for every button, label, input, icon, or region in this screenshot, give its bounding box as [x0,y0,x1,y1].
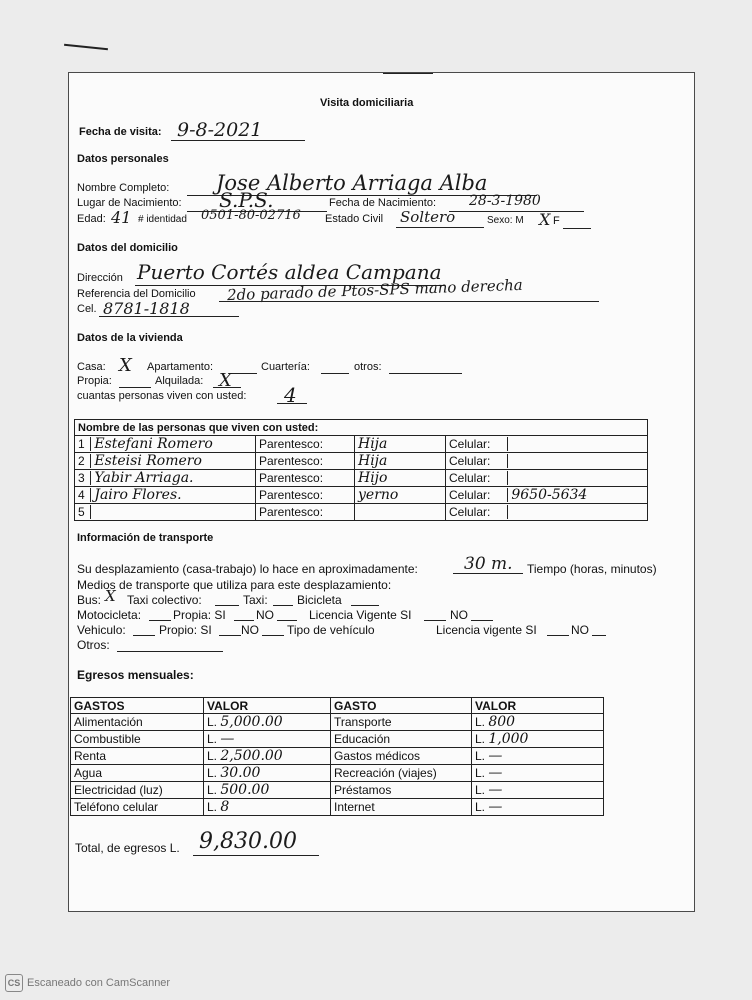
visit-date-value: 9-8-2021 [177,119,263,141]
row-number: 5 [75,505,91,519]
casa-label: Casa: [77,361,106,373]
currency-label: L. [207,732,218,746]
people-table-header: Nombre de las personas que viven con usted: [75,420,648,436]
table-row [71,782,604,799]
person-name: Esteisi Romero [94,453,202,469]
expenses-heading: Egresos mensuales: [77,668,194,682]
birthdate-value: 28-3-1980 [469,193,541,209]
person-name: Estefani Romero [94,436,213,452]
birthdate-line [449,211,584,212]
expense-value: 5,000.00 [220,714,283,730]
total-label: Total, de egresos L. [75,841,180,855]
tipo-line [383,73,433,74]
total-value: 9,830.00 [199,829,297,854]
person-cel: 9650-5634 [511,487,588,503]
vehiculo-label: Vehiculo: [77,623,126,637]
person-name: Jairo Flores. [94,487,182,503]
moto-licencia-no-label: NO [450,608,468,622]
alquilada-label: Alquilada: [155,375,204,387]
expense-name: Alimentación [71,714,204,731]
otros-line [389,373,462,374]
celular-label: Celular: [449,488,508,502]
ref-value: 2do parado de Ptos-SPS mano derecha [226,275,523,305]
cel-value: 8781-1818 [103,299,190,318]
celular-label: Celular: [449,505,508,519]
moto-si-line [234,620,254,621]
sex-label: Sexo: M [487,215,524,226]
row-number: 1 [75,437,91,451]
col-header-valor: VALOR [204,698,331,714]
ref-label: Referencia del Domicilio [77,288,196,300]
currency-label: L. [207,766,218,780]
propio-si-line [219,635,241,636]
cuarteria-line [321,373,349,374]
currency-label: L. [475,766,486,780]
cel-label: Cel. [77,303,97,315]
currency-label: L. [475,783,486,797]
table-row [71,748,604,765]
casa-mark: X [119,355,132,376]
licencia2-no-line [592,635,606,636]
time-pre: Su desplazamiento (casa-trabajo) lo hace en aproximadamente: [77,562,418,576]
propia-line [119,387,151,388]
currency-label: L. [207,783,218,797]
people-table [74,419,648,521]
parentesco-label: Parentesco: [259,505,324,519]
table-row [75,470,648,487]
total-line [193,855,319,856]
currency-label: L. [475,800,486,814]
expense-name: Transporte [331,714,472,731]
id-label: # identidad [138,214,187,225]
count-label: cuantas personas viven con usted: [77,390,247,402]
licencia2-no-label: NO [571,623,589,637]
expense-value: — [488,748,503,764]
bicicleta-line [351,605,379,606]
birthdate-label: Fecha de Nacimiento: [329,197,436,209]
expense-value: 1,000 [488,731,529,747]
parentesco-label: Parentesco: [259,437,324,451]
currency-label: L. [207,715,218,729]
moto-propia-label: Propia: SI [173,608,226,622]
expense-value: 500.00 [220,782,270,798]
person-relation: Hija [355,436,446,453]
table-row [75,504,648,521]
civil-value: Soltero [400,208,456,226]
expense-name: Educación [331,731,472,748]
alquilada-line [213,387,241,388]
currency-label: L. [475,715,486,729]
parentesco-label: Parentesco: [259,488,324,502]
person-name: Yabir Arriaga. [94,470,194,486]
table-row [75,453,648,470]
form-title: Visita domiciliaria [320,97,414,109]
bicicleta-label: Bicicleta [297,593,342,607]
moto-licencia-label: Licencia Vigente SI [309,608,412,622]
sex-f-label: F [553,215,560,227]
expense-name: Teléfono celular [71,799,204,816]
expense-value: 8 [220,799,230,815]
currency-label: L. [475,732,486,746]
apto-label: Apartamento: [147,361,214,373]
licencia2-label: Licencia vigente SI [436,623,537,637]
expense-name: Gastos médicos [331,748,472,765]
transport-heading: Información de transporte [77,532,214,544]
expense-name: Préstamos [331,782,472,799]
expense-value: 800 [488,714,516,730]
expense-value: — [488,765,503,781]
address-heading: Datos del domicilio [77,242,178,254]
time-value: 30 m. [464,554,513,574]
expense-name: Combustible [71,731,204,748]
row-number: 3 [75,471,91,485]
moto-licencia-si-line [424,620,446,621]
person-relation: yerno [355,487,446,504]
row-number: 4 [75,488,91,502]
licencia2-si-line [547,635,569,636]
table-row [71,799,604,816]
expense-name: Internet [331,799,472,816]
moto-licencia-no-line [471,620,493,621]
taxi-line [273,605,293,606]
colectivo-label: Taxi colectivo: [127,593,202,607]
row-number: 2 [75,454,91,468]
expense-name: Renta [71,748,204,765]
ref-line [219,301,599,302]
camscanner-icon: CS [5,974,23,992]
transport-otros-line [117,651,223,652]
table-row [71,765,604,782]
visit-date-label: Fecha de visita: [79,126,162,138]
otros-label: otros: [354,361,382,373]
moto-label: Motocicleta: [77,608,142,622]
apto-line [229,373,257,374]
expense-value: 2,500.00 [220,748,283,764]
age-label: Edad: [77,213,106,225]
currency-label: L. [207,749,218,763]
propio-label: Propio: SI [159,623,212,637]
person-relation [355,504,446,521]
camscanner-text: Escaneado con CamScanner [27,977,171,989]
celular-label: Celular: [449,437,508,451]
camscanner-footer [5,974,170,992]
col-header-gastos: GASTOS [71,698,204,714]
parentesco-label: Parentesco: [259,454,324,468]
celular-label: Celular: [449,471,508,485]
vehiculo-line [133,635,155,636]
count-line [277,403,307,404]
expense-value: — [220,731,235,747]
cuarteria-label: Cuartería: [261,361,310,373]
person-relation: Hija [355,453,446,470]
table-row [75,436,648,453]
expense-value: — [488,799,503,815]
col-header-valor-2: VALOR [472,698,604,714]
moto-line [149,620,171,621]
birthplace-value: S.P.S. [219,188,274,212]
propia-label: Propia: [77,375,112,387]
expense-value: 30.00 [220,765,261,781]
celular-label: Celular: [449,454,508,468]
civil-label: Estado Civil [325,213,384,225]
transport-otros-label: Otros: [77,638,110,652]
expenses-header-row [71,698,604,714]
expense-value: — [488,782,503,798]
form-page [68,72,695,912]
name-label: Nombre Completo: [77,182,170,194]
visit-date-line [171,140,305,141]
id-value: 0501-80-02716 [201,208,301,223]
birthplace-label: Lugar de Nacimiento: [77,197,182,209]
parentesco-label: Parentesco: [259,471,324,485]
colectivo-line [215,605,239,606]
expenses-table [70,697,604,816]
pen-mark [64,44,108,51]
dir-value: Puerto Cortés aldea Campana [137,260,442,284]
expense-name: Electricidad (luz) [71,782,204,799]
col-header-gasto: GASTO [331,698,472,714]
propio-no-label: NO [241,623,259,637]
name-value: Jose Alberto Arriaga Alba [216,171,488,195]
moto-no-label: NO [256,608,274,622]
cel-line [99,316,239,317]
personal-heading: Datos personales [77,153,169,165]
table-row [71,731,604,748]
expense-name: Recreación (viajes) [331,765,472,782]
means-label: Medios de transporte que utiliza para este desplazamiento: [77,578,392,592]
alquilada-mark: X [219,370,232,391]
bus-label: Bus: [77,593,102,607]
table-row [75,487,648,504]
bus-mark: X [105,587,116,605]
person-relation: Hijo [355,470,446,487]
currency-label: L. [475,749,486,763]
currency-label: L. [207,800,218,814]
housing-heading: Datos de la vivienda [77,332,183,344]
time-post: Tiempo (horas, minutos) [527,562,657,576]
age-value: 41 [111,208,132,227]
sex-m-mark: X [539,210,551,229]
moto-no-line [277,620,297,621]
taxi-label: Taxi: [243,593,268,607]
expense-name: Agua [71,765,204,782]
table-row [71,714,604,731]
time-line [453,573,523,574]
propio-no-line [262,635,284,636]
dir-label: Dirección [77,272,123,284]
tipo-label: Tipo de vehículo [287,623,375,637]
count-value: 4 [284,383,297,407]
sex-line [563,228,591,229]
civil-line [396,227,484,228]
